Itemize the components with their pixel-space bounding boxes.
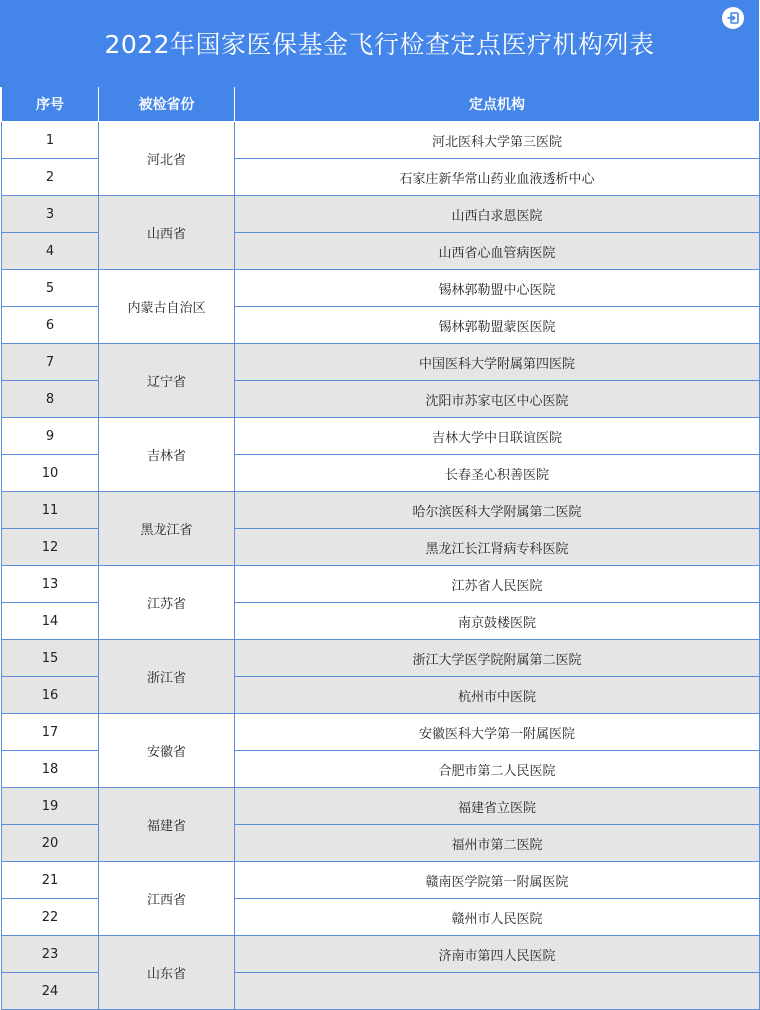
seq-cell: 11: [2, 492, 99, 529]
seq-cell: 9: [2, 418, 99, 455]
province-cell: 吉林省: [99, 418, 235, 492]
title-banner: [0, 0, 759, 87]
page-title: 2022年国家医保基金飞行检查定点医疗机构列表: [104, 30, 655, 59]
seq-cell: 4: [2, 233, 99, 270]
institution-cell: 福州市第二医院: [235, 825, 760, 862]
province-cell: 江西省: [99, 862, 235, 936]
seq-cell: 15: [2, 640, 99, 677]
institution-table: [1, 87, 760, 1010]
seq-cell: 20: [2, 825, 99, 862]
province-cell: 安徽省: [99, 714, 235, 788]
table-row: [2, 122, 760, 159]
institution-cell: 中国医科大学附属第四医院: [235, 344, 760, 381]
seq-cell: 24: [2, 973, 99, 1010]
institution-cell: 沈阳市苏家屯区中心医院: [235, 381, 760, 418]
institution-cell: 黑龙江长江肾病专科医院: [235, 529, 760, 566]
institution-cell: 河北医科大学第三医院: [235, 122, 760, 159]
institution-cell: 浙江大学医学院附属第二医院: [235, 640, 760, 677]
table-row: [2, 344, 760, 381]
table-row: [2, 640, 760, 677]
table-row: [2, 492, 760, 529]
table-body: [2, 122, 760, 1010]
seq-cell: 23: [2, 936, 99, 973]
institution-cell: 石家庄新华常山药业血液透析中心: [235, 159, 760, 196]
table-header-row: [2, 87, 760, 122]
table-row: [2, 714, 760, 751]
institution-cell: 江苏省人民医院: [235, 566, 760, 603]
header-seq: 序号: [2, 87, 99, 122]
table-row: [2, 862, 760, 899]
seq-cell: 7: [2, 344, 99, 381]
institution-cell: 赣南医学院第一附属医院: [235, 862, 760, 899]
institution-cell: 锡林郭勒盟蒙医医院: [235, 307, 760, 344]
province-cell: 福建省: [99, 788, 235, 862]
institution-cell: 哈尔滨医科大学附属第二医院: [235, 492, 760, 529]
exit-icon: [726, 11, 740, 25]
seq-cell: 13: [2, 566, 99, 603]
province-cell: 山西省: [99, 196, 235, 270]
seq-cell: 14: [2, 603, 99, 640]
table-row: [2, 418, 760, 455]
seq-cell: 5: [2, 270, 99, 307]
institution-cell: 南京鼓楼医院: [235, 603, 760, 640]
institution-cell: 山西白求恩医院: [235, 196, 760, 233]
seq-cell: 16: [2, 677, 99, 714]
institution-cell: 锡林郭勒盟中心医院: [235, 270, 760, 307]
seq-cell: 12: [2, 529, 99, 566]
province-cell: 河北省: [99, 122, 235, 196]
institution-cell: 赣州市人民医院: [235, 899, 760, 936]
seq-cell: 3: [2, 196, 99, 233]
exit-button[interactable]: [722, 7, 744, 29]
province-cell: 辽宁省: [99, 344, 235, 418]
province-cell: 黑龙江省: [99, 492, 235, 566]
seq-cell: 18: [2, 751, 99, 788]
institution-cell: [235, 973, 760, 1010]
province-cell: 浙江省: [99, 640, 235, 714]
seq-cell: 2: [2, 159, 99, 196]
table-row: [2, 270, 760, 307]
header-institution: 定点机构: [235, 87, 760, 122]
province-cell: 山东省: [99, 936, 235, 1010]
table-row: [2, 788, 760, 825]
institution-cell: 安徽医科大学第一附属医院: [235, 714, 760, 751]
institution-cell: 吉林大学中日联谊医院: [235, 418, 760, 455]
province-cell: 内蒙古自治区: [99, 270, 235, 344]
seq-cell: 1: [2, 122, 99, 159]
seq-cell: 17: [2, 714, 99, 751]
institution-cell: 合肥市第二人民医院: [235, 751, 760, 788]
header-province: 被检省份: [99, 87, 235, 122]
seq-cell: 10: [2, 455, 99, 492]
province-cell: 江苏省: [99, 566, 235, 640]
seq-cell: 6: [2, 307, 99, 344]
seq-cell: 22: [2, 899, 99, 936]
table-row: [2, 196, 760, 233]
institution-cell: 济南市第四人民医院: [235, 936, 760, 973]
table-row: [2, 566, 760, 603]
seq-cell: 19: [2, 788, 99, 825]
seq-cell: 21: [2, 862, 99, 899]
table-container: [0, 87, 759, 999]
institution-cell: 福建省立医院: [235, 788, 760, 825]
table-row: [2, 936, 760, 973]
seq-cell: 8: [2, 381, 99, 418]
institution-cell: 长春圣心积善医院: [235, 455, 760, 492]
institution-cell: 杭州市中医院: [235, 677, 760, 714]
institution-cell: 山西省心血管病医院: [235, 233, 760, 270]
